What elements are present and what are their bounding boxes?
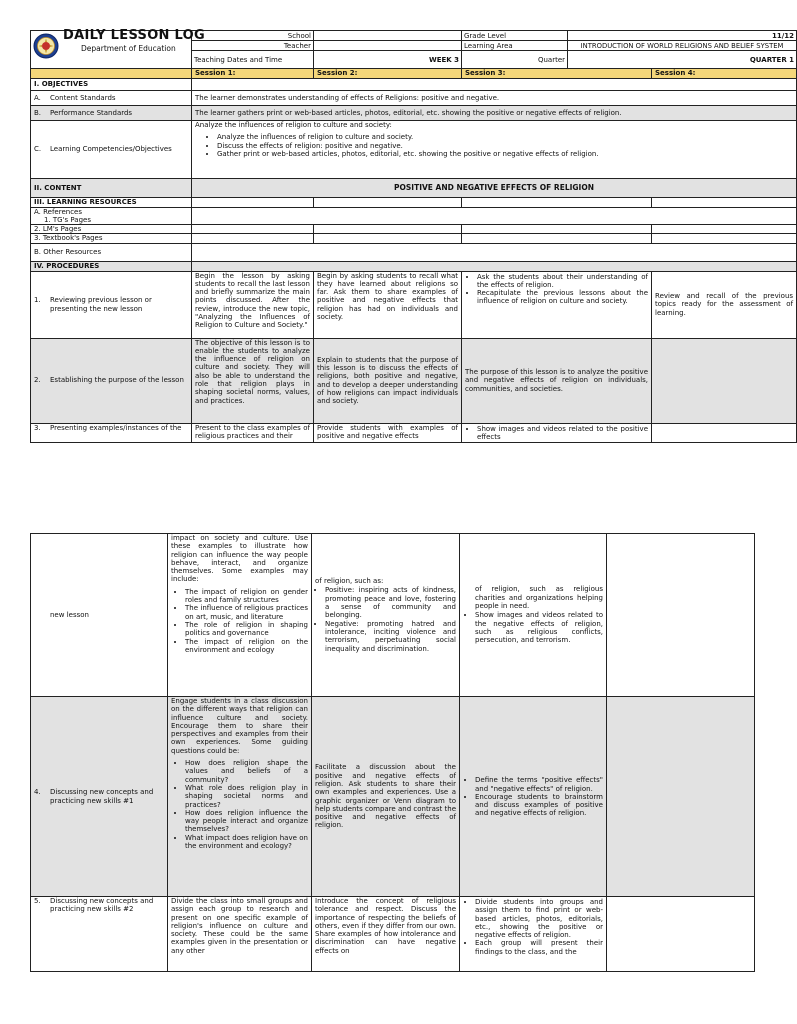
performance-standards-text: The learner gathers print or web-based articles, photos, editorial, etc. showing the positive or negative effects of religion. bbox=[192, 106, 797, 121]
procedure-5-label: 5. Discussing new concepts and practicing new skills #2 bbox=[31, 897, 168, 972]
quarter-value[interactable]: QUARTER 1 bbox=[568, 51, 797, 69]
lesson-log-page-2 bbox=[30, 533, 755, 972]
learning-area-value[interactable]: INTRODUCTION OF WORLD RELIGIONS AND BELIEF SYSTEM bbox=[568, 41, 797, 51]
procedures-title: IV. PROCEDURES bbox=[31, 261, 192, 271]
content-standards-text: The learner demonstrates understanding of effects of Religions: positive and negative. bbox=[192, 91, 797, 106]
textbook-pages-label: 3. Textbook's Pages bbox=[31, 234, 192, 243]
dll-title: DAILY LESSON LOG bbox=[63, 28, 205, 43]
competency-item: • Discuss the effects of religion: positive and negative. bbox=[217, 142, 793, 150]
session-2-header: Session 2: bbox=[314, 69, 462, 79]
references-label: A. References 1. TG's Pages bbox=[31, 208, 192, 225]
competencies-text: Analyze the influences of religion to culture and society: • Analyze the influences of religion to culture and society. • Discuss the effects of religion: positive and negative. • Gather print or web-based articles, photos, editorial, etc. showing the positive or negative effects of religion. bbox=[192, 121, 797, 179]
competency-item: • Gather print or web-based articles, photos, editorial, etc. showing the positive or negative effects of religion. bbox=[217, 150, 793, 158]
procedure-2-session-2: Explain to students that the purpose of this lesson is to discuss the effects of religions, both positive and negative, and to develop a deeper understanding of how religions can impact individuals and society. bbox=[314, 338, 462, 423]
dll-logo-block bbox=[31, 28, 205, 69]
procedure-3-session-3-top: • Show images and videos related to the positive effects bbox=[462, 423, 652, 442]
teacher-value[interactable] bbox=[314, 41, 462, 51]
procedure-1-session-4: Review and recall of the previous topics ready for the assessment of learning. bbox=[652, 271, 797, 338]
competency-item: • Analyze the influences of religion to culture and society. bbox=[217, 133, 793, 141]
session-4-header: Session 4: bbox=[652, 69, 797, 79]
school-value[interactable] bbox=[314, 31, 462, 41]
procedure-3-session-1: impact on society and culture. Use these examples to illustrate how religion can influence the way people behave, interact, and organize themselves. Some examples may include: • The impact of religion on gender roles and family structures • The influence of religious practices on art, music, and literature • The role of religion in shaping politics and governance • The impact of religion on the environment and ecology bbox=[168, 534, 312, 697]
teaching-dates-label: Teaching Dates and Time bbox=[192, 51, 314, 69]
procedure-3-label-top: 3. Presenting examples/instances of the bbox=[31, 423, 192, 442]
quarter-label: Quarter bbox=[462, 51, 568, 69]
procedure-3-session-3: of religion, such as religious charities and organizations helping people in need. • Show images and videos related to the negative effects of religion, such as religious conflicts, persecution, and terrorism. bbox=[460, 534, 607, 697]
school-label: School bbox=[192, 31, 314, 41]
deped-seal-icon bbox=[33, 33, 59, 59]
procedure-2-session-3: The purpose of this lesson is to analyze the positive and negative effects of religion on individuals, communities, and societies. bbox=[462, 338, 652, 423]
procedure-3-session-2: of religion, such as: • Positive: inspiring acts of kindness, promoting peace and love, fostering a sense of community and belonging. • Negative: promoting hatred and intolerance, inciting violence and terrorism, perpetuating social inequality and discrimination. bbox=[312, 534, 460, 697]
procedure-1-session-1: Begin the lesson by asking students to recall the last lesson and briefly summarize the main points discussed. After the review, introduce the new topic, "Analyzing the Influences of Religion to Culture and Society." bbox=[192, 271, 314, 338]
session-1-header: Session 1: bbox=[192, 69, 314, 79]
procedure-3-session-2-top: Provide students with examples of positive and negative effects bbox=[314, 423, 462, 442]
procedure-2-session-1: The objective of this lesson is to enable the students to analyze the influence of religion on culture and society. They will also be able to understand the role that religion plays in shaping societal norms, values, and practices. bbox=[192, 338, 314, 423]
session-3-header: Session 3: bbox=[462, 69, 652, 79]
lesson-log-page-1 bbox=[30, 30, 797, 443]
teacher-label: Teacher bbox=[192, 41, 314, 51]
procedure-4-session-2: Facilitate a discussion about the positive and negative effects of religion. Ask students to share their own examples and experiences. Use a graphic organizer or Venn diagram to help students compare and contrast the positive and negative effects of religion. bbox=[312, 697, 460, 897]
department-name: Department of Education bbox=[81, 44, 176, 53]
competencies-label: C. Learning Competencies/Objectives bbox=[31, 121, 192, 179]
sessions-header-blank bbox=[31, 69, 192, 79]
content-topic: POSITIVE AND NEGATIVE EFFECTS OF RELIGION bbox=[192, 179, 797, 198]
procedure-4-session-3: • Define the terms "positive effects" and "negative effects" of religion. • Encourage students to brainstorm and discuss examples of positive and negative effects of religion. bbox=[460, 697, 607, 897]
objectives-title: I. OBJECTIVES bbox=[31, 79, 192, 91]
lm-pages-label: 2. LM's Pages bbox=[31, 225, 192, 234]
grade-level-value[interactable]: 11/12 bbox=[568, 31, 797, 41]
other-resources-label: B. Other Resources bbox=[31, 243, 192, 261]
procedure-4-label: 4. Discussing new concepts and practicing new skills #1 bbox=[31, 697, 168, 897]
procedure-2-label: 2. Establishing the purpose of the lesson bbox=[31, 338, 192, 423]
content-title: II. CONTENT bbox=[31, 179, 192, 198]
grade-level-label: Grade Level bbox=[462, 31, 568, 41]
performance-standards-label: B. Performance Standards bbox=[31, 106, 192, 121]
procedure-5-session-2: Introduce the concept of religious tolerance and respect. Discuss the importance of respecting the beliefs of others, even if they differ from our own. Share examples of how intolerance and discrimination can have negative effects on bbox=[312, 897, 460, 972]
teaching-dates-value[interactable]: WEEK 3 bbox=[314, 51, 462, 69]
learning-resources-title: III. LEARNING RESOURCES bbox=[31, 198, 192, 208]
procedure-3-session-1-top: Present to the class examples of religious practices and their bbox=[192, 423, 314, 442]
procedure-5-session-1: Divide the class into small groups and assign each group to research and present on one specific example of religion's influence on culture and society. These could be the same examples given in the presentation or any other bbox=[168, 897, 312, 972]
procedure-1-label: 1. Reviewing previous lesson or presenting the new lesson bbox=[31, 271, 192, 338]
procedure-3-label-bottom: new lesson bbox=[31, 534, 168, 697]
procedure-1-session-2: Begin by asking students to recall what they have learned about religions so far. Ask them to share examples of positive and negative effects that religion has had on individuals and society. bbox=[314, 271, 462, 338]
procedure-5-session-3: • Divide students into groups and assign them to find print or web-based articles, photos, editorials, etc., showing the positive or negative effects of religion. • Each group will present their findings to the class, and the bbox=[460, 897, 607, 972]
learning-area-label: Learning Area bbox=[462, 41, 568, 51]
procedure-1-session-3: • Ask the students about their understanding of the effects of religion. • Recapitulate the previous lessons about the influence of religion on culture and society. bbox=[462, 271, 652, 338]
content-standards-label: A. Content Standards bbox=[31, 91, 192, 106]
procedure-4-session-1: Engage students in a class discussion on the different ways that religion can influence culture and society. Encourage them to share their perspectives and examples from their own experiences. Some guiding questions could be: • How does religion shape the values and beliefs of a community? • What role does religion play in shaping societal norms and practices? • How does religion influence the way people interact and organize themselves? • What impact does religion have on the environment and ecology? bbox=[168, 697, 312, 897]
